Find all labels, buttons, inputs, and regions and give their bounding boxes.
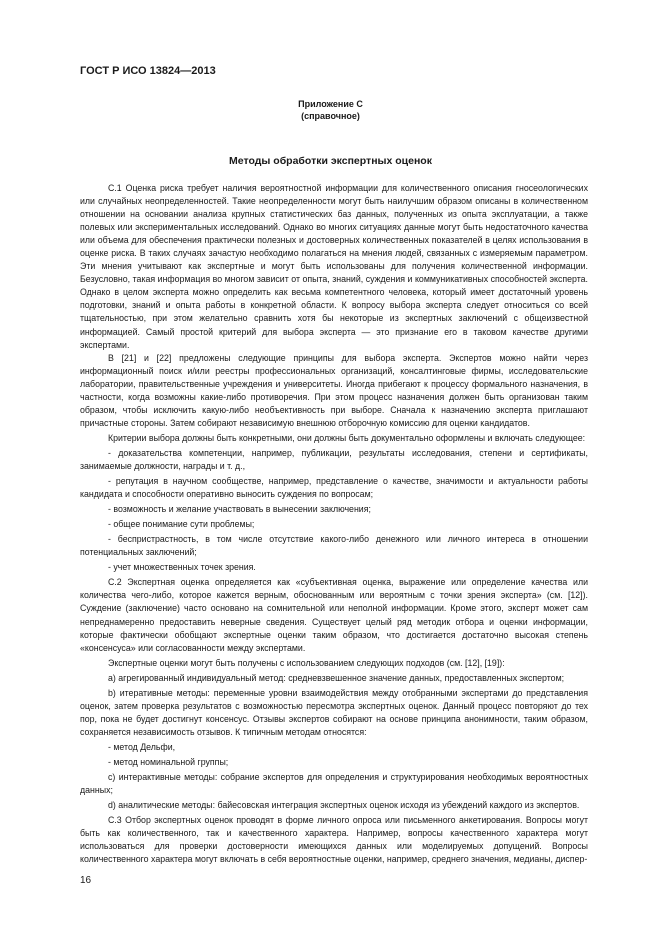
page-number: 16 (80, 875, 92, 887)
list-item: - учет множественных точек зрения. (108, 562, 256, 573)
annex-label: Приложение С (298, 99, 363, 109)
paragraph: В [21] и [22] предложены следующие принципы для выбора эксперта. Экспертов можно найти через информационный поиск и/или реестры профессиональных организаций, консалтинговые фирмы, исследовательские лаборатории, правительственные учреждения и университеты. Иногда прибегают к процессу формального назначения, в частности, когда возможны какие-либо противоречия. При этом процесс назначения должен быть организован таким образом, чтобы исключить какую-либо необъективность при выборе. Сначала к назначению эксперта приглашают причастные стороны. Затем собирают независимую внешнюю отборочную комиссию для оценки кандидатов. (80, 352, 588, 428)
list-item: с) интерактивные методы: собрание экспертов для определения и структурирования необходимых вероятностных данных; (80, 772, 588, 796)
list-item: - метод Дельфи, (108, 741, 176, 752)
document-header: ГОСТ Р ИСО 13824—2013 (80, 65, 216, 77)
list-item: - метод номинальной группы; (108, 756, 229, 767)
list-item: - репутация в научном сообществе, например, представление о качестве, значимости и актуальности работы кандидата и способности оперативно выносить суждения по вопросам; (80, 476, 588, 500)
annex-type: (справочное) (301, 111, 360, 121)
list-item: - общее понимание сути проблемы; (108, 519, 255, 530)
list-item: - возможность и желание участвовать в вынесении заключения; (108, 504, 371, 515)
list-item: - доказательства компетенции, например, публикации, результаты исследования, степени и сертификаты, занимаемые должности, награды и т. д., (80, 447, 588, 471)
list-item: b) итеративные методы: переменные уровни взаимодействия между отобранными экспертами до представления оценок, затем проверка результатов с возможностью пересмотра экспертных оценок. Данный процесс повторяют до тех пор, пока не будет достигнут консенсус. Отзывы экспертов собирают на основе принципа анонимности, таким образом, сохраняется независимость отзывов. К типичным методам относятся: (80, 687, 588, 737)
paragraph: С.2 Экспертная оценка определяется как «субъективная оценка, выражение или определение качества или количества чего-либо, которое кажется верным, обоснованным или вероятным с точки зрения эксперта» (см. [12]). Суждение (заключение) часто основано на сомнительной или неполной информации. Кроме этого, эксперт может сам непреднамеренно предоставить неверные сведения. Существует целый ряд методик отбора и оценки информации, которые фактически обобщают экспертные оценки таким образом, что достигается достаточно высокая степень «консенсуса» или согласованности между экспертами. (80, 577, 588, 653)
paragraph: Экспертные оценки могут быть получены с использованием следующих подходов (см. [12], [19]): (108, 657, 505, 668)
paragraph: С.1 Оценка риска требует наличия вероятностной информации для количественного описания гносеологических или случайных неопределенностей. Такие неопределенности могут быть наилучшим образом описаны в количественном отношении на основании анализа крупных статистических баз данных, полученных из опыта эксплуатации, а также полевых или экспериментальных исследований. Однако во многих ситуациях данные могут быть недостаточного качества или объема для обеспечения практически полезных и достоверных количественных показателей в целях использования в оценке риска. В таких случаях зачастую необходимо полагаться на мнения людей, связанных с измеряемым параметром. Эти мнения учитывают как экспертные и могут быть использованы для получения количественной информации. Безусловно, такая информация во многом зависит от опыта, знаний, суждения и коммуникативных способностей эксперта. Однако в целом эксперта можно определить как весьма компетентного человека, который имеет достаточный уровень подготовки, знаний и опыта работы в конкретной области. К вопросу выбора эксперта следует относиться со всей тщательностью, при этом желательно сравнить хотя бы некоторые из экспертных заключений с общеизвестной информацией. Самый простой критерий для выбора эксперта — это признание его в таковом качестве другими экспертами. (80, 183, 588, 350)
section-title: Методы обработки экспертных оценок (229, 155, 432, 167)
list-item: - беспристрастность, в том числе отсутствие какого-либо денежного или личного интереса в отношении потенциальных заключений; (80, 534, 588, 558)
paragraph: С.3 Отбор экспертных оценок проводят в форме личного опроса или письменного анкетирования. Вопросы могут быть как количественного, так и качественного характера. Например, вопросы качественного характера могут использоваться для проверки достоверности имеющихся данных или моделируемых допущений. Вопросы количественного характера могут включать в себя вероятностные оценки, например, среднего значения, медианы, диспер- (80, 815, 588, 865)
paragraph: Критерии выбора должны быть конкретными, они должны быть документально оформлены и включать следующее: (108, 432, 586, 443)
list-item: d) аналитические методы: байесовская интеграция экспертных оценок исходя из убеждений каждого из экспертов. (108, 800, 580, 811)
list-item: а) агрегированный индивидуальный метод: средневзвешенное значение данных, предоставленных экспертом; (108, 672, 565, 683)
document-body (80, 182, 588, 887)
annex-heading (0, 98, 661, 122)
